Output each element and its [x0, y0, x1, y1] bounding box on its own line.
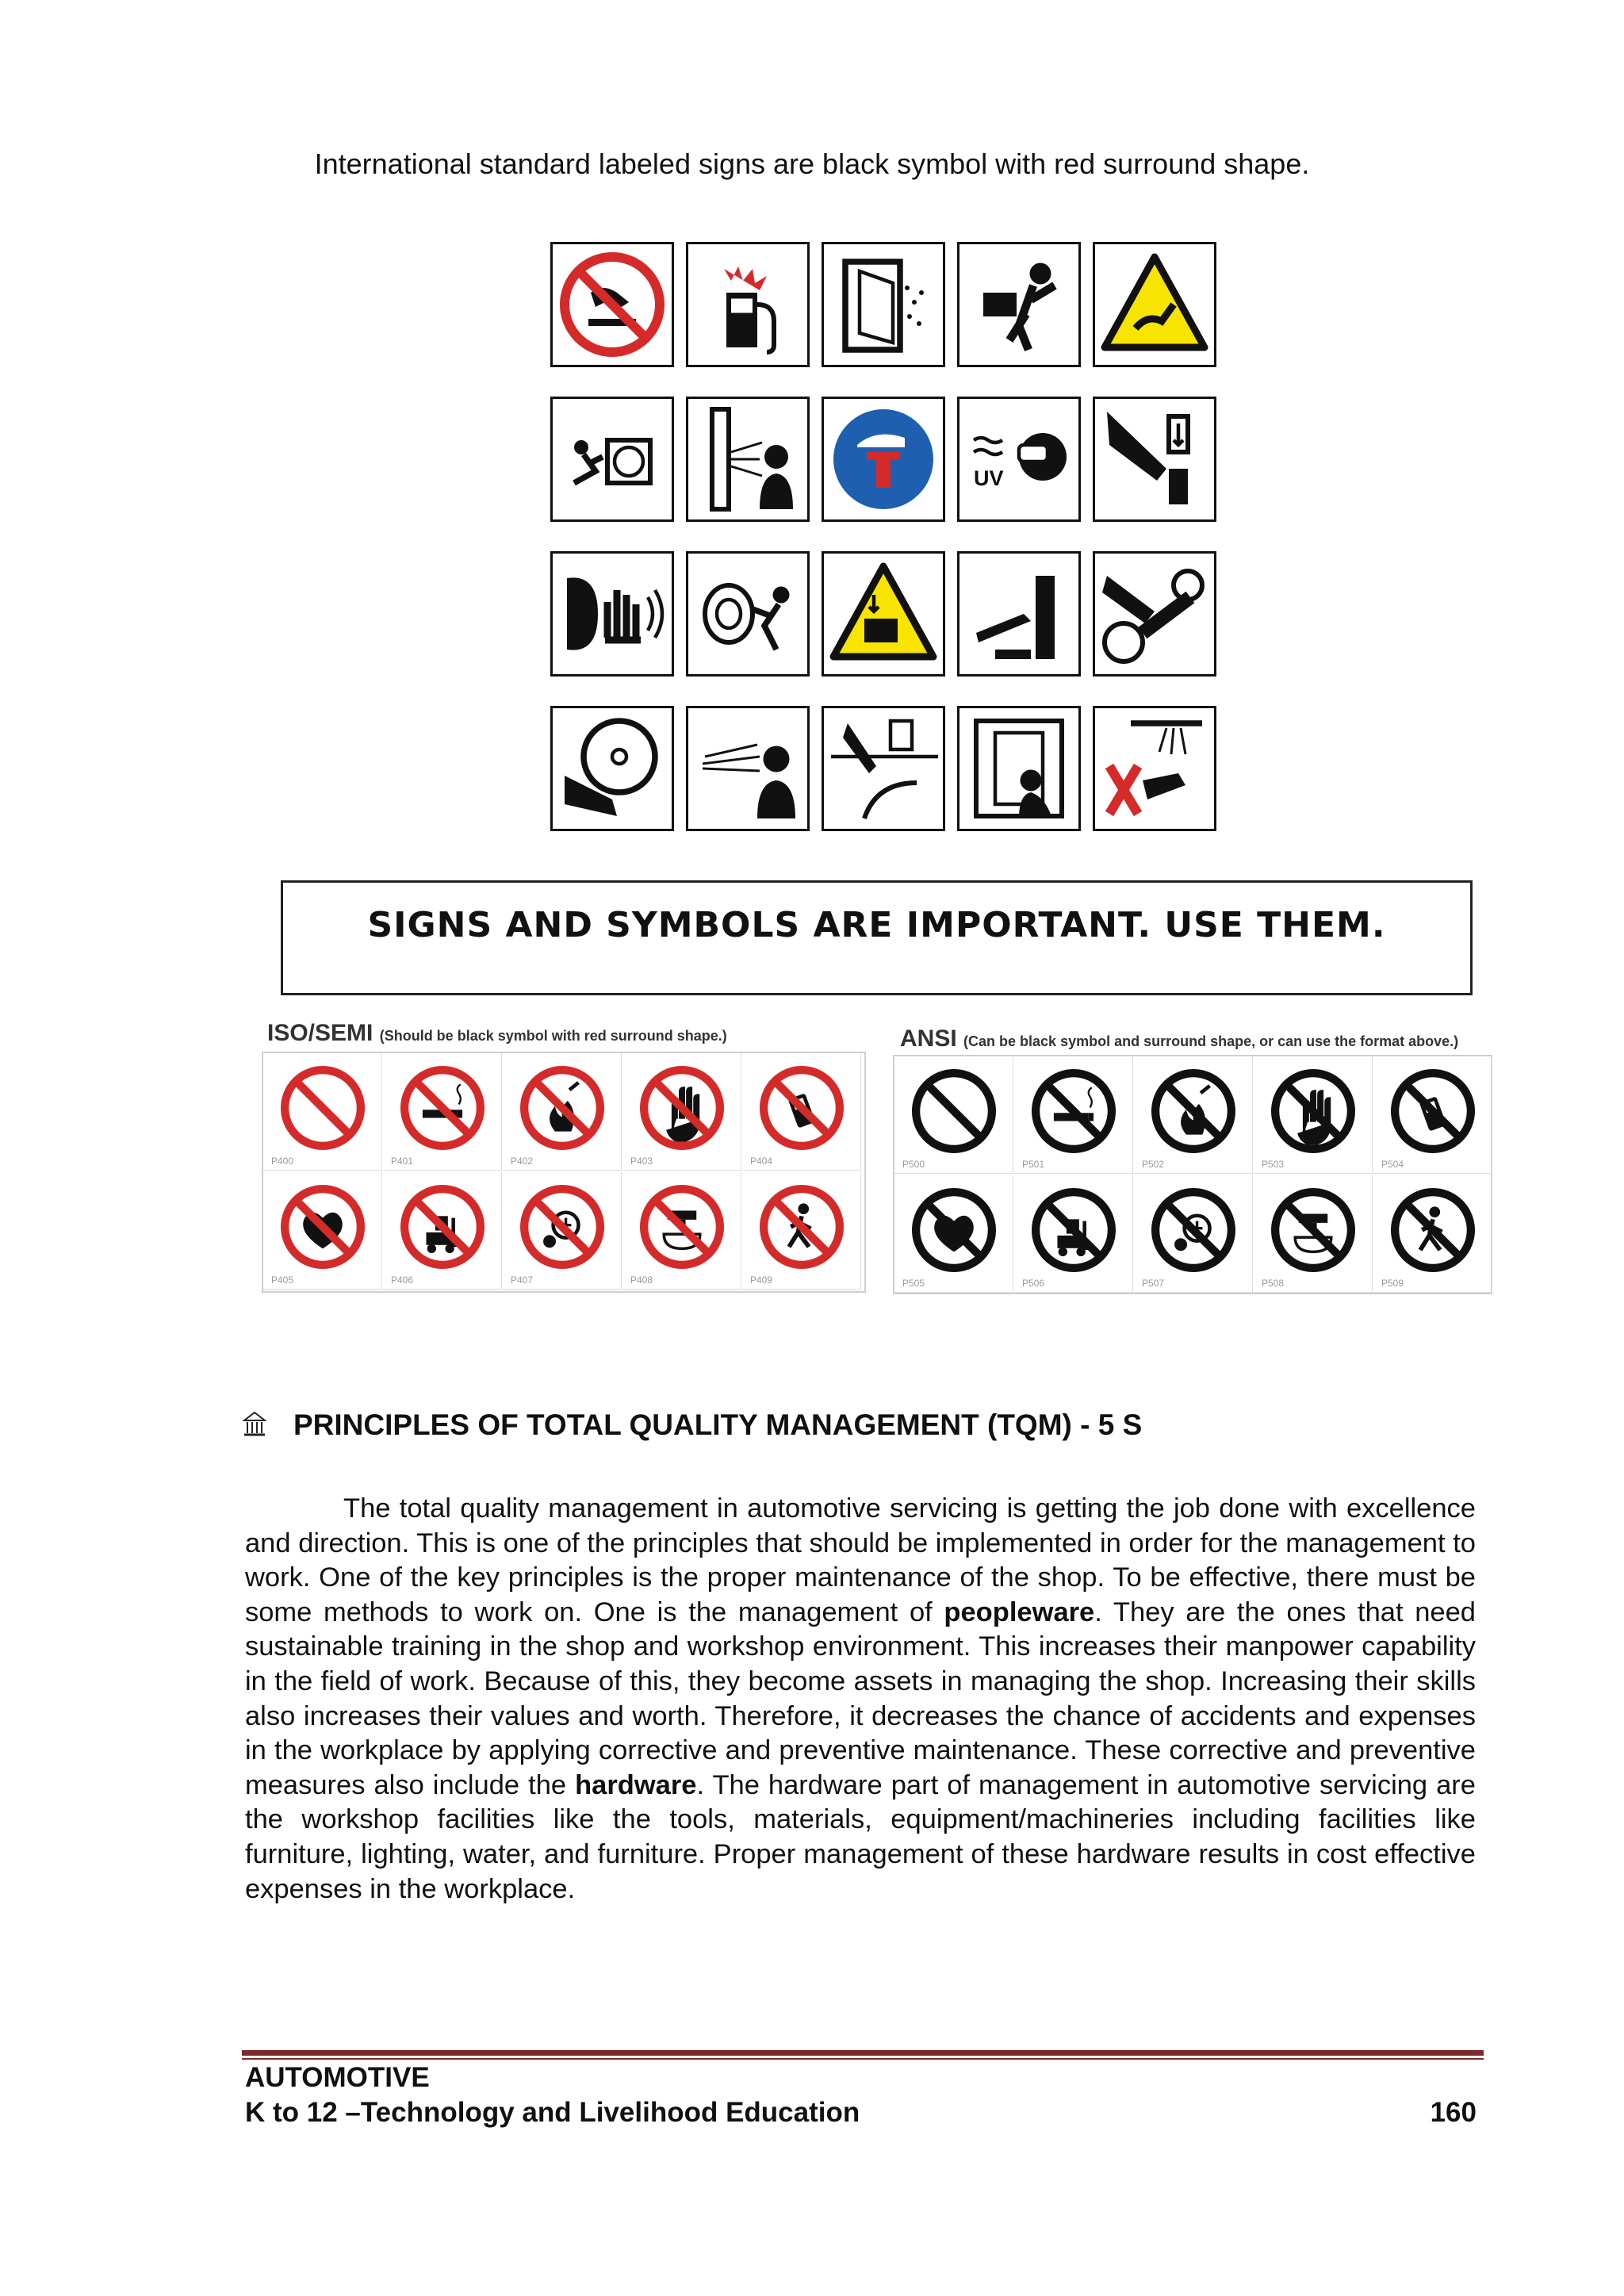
ansi-panel-title [900, 1025, 1458, 1052]
prohibition-icon [278, 1182, 368, 1272]
prohibition-sign [263, 1053, 382, 1171]
prohibition-sign [1134, 1175, 1253, 1293]
prohibition-icon [1148, 1066, 1239, 1156]
yellow-hand-crush-sign [1093, 242, 1216, 367]
prohibition-sign [894, 1056, 1013, 1174]
fuel-fire-hazard-sign [686, 242, 810, 367]
prohibition-icon [1268, 1185, 1358, 1275]
sign-code: P506 [1022, 1278, 1045, 1289]
prohibition-sign [622, 1172, 741, 1290]
sign-code: P504 [1381, 1159, 1404, 1170]
spray-face-sign [686, 706, 810, 831]
prohibition-icon [397, 1182, 488, 1272]
prohibition-icon [1028, 1185, 1119, 1275]
entanglement-person-sign [957, 242, 1081, 367]
prohibition-sign [1134, 1056, 1253, 1174]
prohibition-sign [503, 1172, 622, 1290]
iso-title: ISO/SEMI [267, 1020, 373, 1046]
sign-code: P500 [902, 1159, 925, 1170]
electric-cabinet-sign [957, 706, 1081, 831]
sign-code: P405 [271, 1274, 294, 1286]
footer-course: K to 12 –Technology and Livelihood Education [245, 2097, 860, 2128]
sign-code: P509 [1381, 1278, 1404, 1289]
prohibition-icon [517, 1063, 607, 1153]
fall-into-fan-sign [550, 397, 674, 522]
para-part-b: . They are the ones that need sustainable training in the shop and workshop environment. This increases their manpower capability in the field of work. Because of this, they become assets in managing the shop. Increasing their skills also increases their values and worth. Therefore, it decreases the chance of accidents and expenses in the workplace by applying corrective and preventive maintenance. These corrective and preventive measures also include the [245, 1596, 1476, 1800]
prohibition-icon [1148, 1185, 1239, 1275]
peopleware-term: peopleware [944, 1596, 1095, 1627]
prohibition-icon [278, 1063, 368, 1153]
prohibition-sign [742, 1172, 861, 1290]
ansi-note: (Can be black symbol and surround shape, or can use the format above.) [963, 1033, 1459, 1049]
ansi-title: ANSI [900, 1025, 957, 1052]
uv-goggles-sign [957, 397, 1081, 522]
no-hands-spray-sign [1093, 706, 1216, 831]
sign-code: P403 [630, 1156, 653, 1167]
explosion-door-sign [822, 242, 945, 367]
prohibition-icon [1388, 1066, 1478, 1156]
prohibition-sign [1254, 1056, 1373, 1174]
svg-text:UV: UV [974, 466, 1004, 490]
prohibition-sign [503, 1053, 622, 1171]
prohibition-sign [1373, 1056, 1492, 1174]
sign-code: P501 [1022, 1159, 1045, 1170]
grinding-wheel-sign [550, 706, 674, 831]
sign-code: P401 [391, 1156, 414, 1167]
footer-subject: AUTOMOTIVE [245, 2062, 430, 2093]
prohibition-icon [1388, 1185, 1478, 1275]
yellow-foot-crush-sign [822, 551, 945, 677]
prohibition-sign [383, 1053, 502, 1171]
tqm-paragraph [245, 1492, 1476, 1907]
prohibition-icon [397, 1063, 488, 1153]
prohibition-icon [1028, 1066, 1119, 1156]
prohibition-sign [383, 1172, 502, 1290]
iso-sign-panel [262, 1052, 866, 1293]
footer-rule-thick [242, 2050, 1484, 2056]
pipe-burst-spray-sign [686, 397, 810, 522]
sign-code: P507 [1142, 1278, 1165, 1289]
prohibition-sign [1014, 1175, 1133, 1293]
para-part-c: . The hardware part of management in automotive servicing are the workshop facilities like the tools, materials, equipment/machineries including facilities like furniture, lighting, water, and furniture. Proper management of these hardware results in cost effective expenses in the workplace. [245, 1769, 1476, 1904]
page-number: 160 [1430, 2097, 1477, 2128]
sign-code: P409 [750, 1274, 773, 1286]
footer-rule-thin [242, 2058, 1484, 2060]
hardware-term: hardware [575, 1769, 697, 1800]
prohibition-sign [742, 1053, 861, 1171]
para-part-a: The total quality management in automotive servicing is getting the job done with excellence and direction. This is one of the principles that should be implemented in order for the management to work. One of the key principles is the proper maintenance of the shop. To be effective, there must be some methods to work on. One is the management of [245, 1493, 1476, 1627]
sign-code: P407 [511, 1274, 534, 1286]
sign-code: P406 [391, 1274, 414, 1286]
prohibition-icon [637, 1063, 727, 1153]
sign-code: P505 [902, 1278, 925, 1289]
prohibition-icon [517, 1182, 607, 1272]
iso-note: (Should be black symbol with red surround shape.) [379, 1028, 727, 1044]
cutting-blade-sign [822, 706, 945, 831]
noise-hearing-sign [550, 551, 674, 677]
prohibition-icon [756, 1182, 847, 1272]
signs-banner [281, 880, 1473, 995]
sign-code: P508 [1262, 1278, 1285, 1289]
sign-code: P408 [630, 1274, 653, 1286]
prohibition-icon [1268, 1066, 1358, 1156]
prohibition-icon [909, 1066, 999, 1156]
no-hand-under-press-sign [550, 242, 674, 367]
sign-code: P503 [1262, 1159, 1285, 1170]
rotating-shaft-sign [1093, 551, 1216, 677]
prohibition-sign [622, 1053, 741, 1171]
prohibition-icon [637, 1182, 727, 1272]
banner-text: SIGNS AND SYMBOLS ARE IMPORTANT. USE THEM. [367, 905, 1386, 945]
warning-sign-grid [550, 242, 1220, 837]
prohibition-sign [263, 1172, 382, 1290]
ansi-sign-panel [893, 1055, 1492, 1294]
blue-hand-guard-sign [822, 397, 945, 522]
prohibition-sign [1014, 1056, 1133, 1174]
rotating-cage-sign [686, 551, 810, 677]
prohibition-sign [1254, 1175, 1373, 1293]
sign-code: P400 [271, 1156, 294, 1167]
building-icon [243, 1409, 266, 1438]
prohibition-icon [756, 1063, 847, 1153]
hand-crush-arrows-sign [1093, 397, 1216, 522]
prohibition-icon [909, 1185, 999, 1275]
prohibition-sign [894, 1175, 1013, 1293]
foot-crush-sign [957, 551, 1081, 677]
sign-code: P402 [511, 1156, 534, 1167]
section-title: PRINCIPLES OF TOTAL QUALITY MANAGEMENT (TQM) - 5 S [293, 1409, 1143, 1441]
sign-code: P502 [1142, 1159, 1165, 1170]
sign-code: P404 [750, 1156, 773, 1167]
prohibition-sign [1373, 1175, 1492, 1293]
iso-panel-title [267, 1020, 727, 1047]
intro-text: International standard labeled signs are black symbol with red surround shape. [314, 148, 1310, 180]
